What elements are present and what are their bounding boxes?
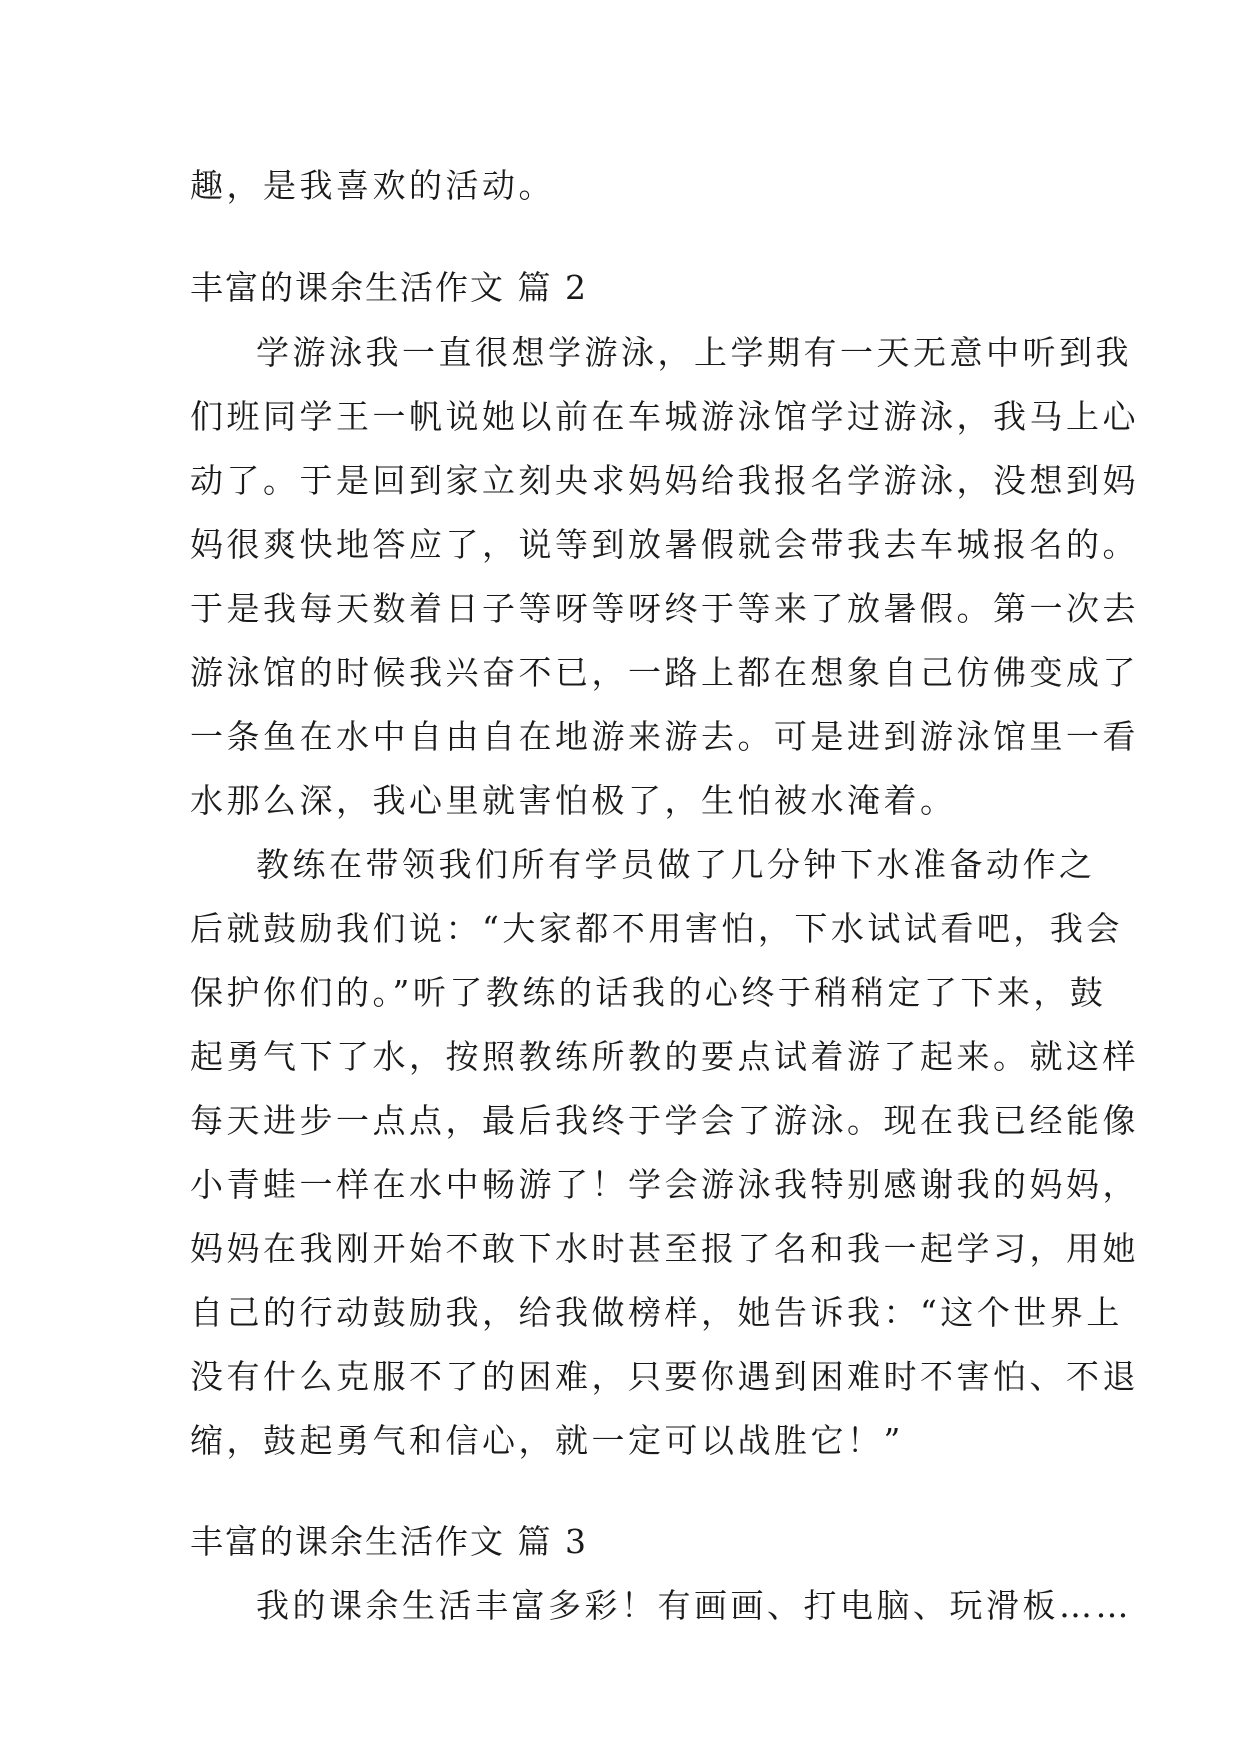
paragraph-line: 教练在带领我们所有学员做了几分钟下水准备动作之 — [256, 845, 1096, 884]
paragraph-line: 游泳馆的时候我兴奋不已，一路上都在想象自己仿佛变成了 — [190, 653, 1139, 692]
paragraph-line: 没有什么克服不了的困难，只要你遇到困难时不害怕、不退 — [190, 1357, 1139, 1396]
paragraph-line: 我的课余生活丰富多彩！有画画、打电脑、玩滑板…… — [256, 1586, 1132, 1625]
paragraph-line: 每天进步一点点，最后我终于学会了游泳。现在我已经能像 — [190, 1101, 1139, 1140]
paragraph-line: 一条鱼在水中自由自在地游来游去。可是进到游泳馆里一看 — [190, 717, 1139, 756]
paragraph-line: 妈很爽快地答应了，说等到放暑假就会带我去车城报名的。 — [190, 525, 1139, 564]
paragraph-line: 保护你们的。”听了教练的话我的心终于稍稍定了下来，鼓 — [190, 973, 1107, 1012]
paragraph-line: 缩，鼓起勇气和信心，就一定可以战胜它！” — [190, 1421, 904, 1460]
paragraph-line: 自己的行动鼓励我，给我做榜样，她告诉我：“这个世界上 — [190, 1293, 1123, 1332]
paragraph-line: 水那么深，我心里就害怕极了，生怕被水淹着。 — [190, 781, 957, 820]
paragraph-line: 动了。于是回到家立刻央求妈妈给我报名学游泳，没想到妈 — [190, 461, 1139, 500]
paragraph-line: 学游泳我一直很想学游泳，上学期有一天无意中听到我 — [256, 333, 1132, 372]
paragraph-line: 于是我每天数着日子等呀等呀终于等来了放暑假。第一次去 — [190, 589, 1139, 628]
opening-text-line: 趣，是我喜欢的活动。 — [190, 166, 555, 205]
paragraph-line: 后就鼓励我们说：“大家都不用害怕，下水试试看吧，我会 — [190, 909, 1123, 948]
paragraph-line: 小青蛙一样在水中畅游了！学会游泳我特别感谢我的妈妈， — [190, 1165, 1139, 1204]
paragraph-line: 妈妈在我刚开始不敢下水时甚至报了名和我一起学习，用她 — [190, 1229, 1139, 1268]
section-2-heading: 丰富的课余生活作文 篇 2 — [190, 268, 588, 307]
paragraph-line: 们班同学王一帆说她以前在车城游泳馆学过游泳，我马上心 — [190, 397, 1139, 436]
paragraph-line: 起勇气下了水，按照教练所教的要点试着游了起来。就这样 — [190, 1037, 1139, 1076]
section-3-heading: 丰富的课余生活作文 篇 3 — [190, 1522, 588, 1561]
